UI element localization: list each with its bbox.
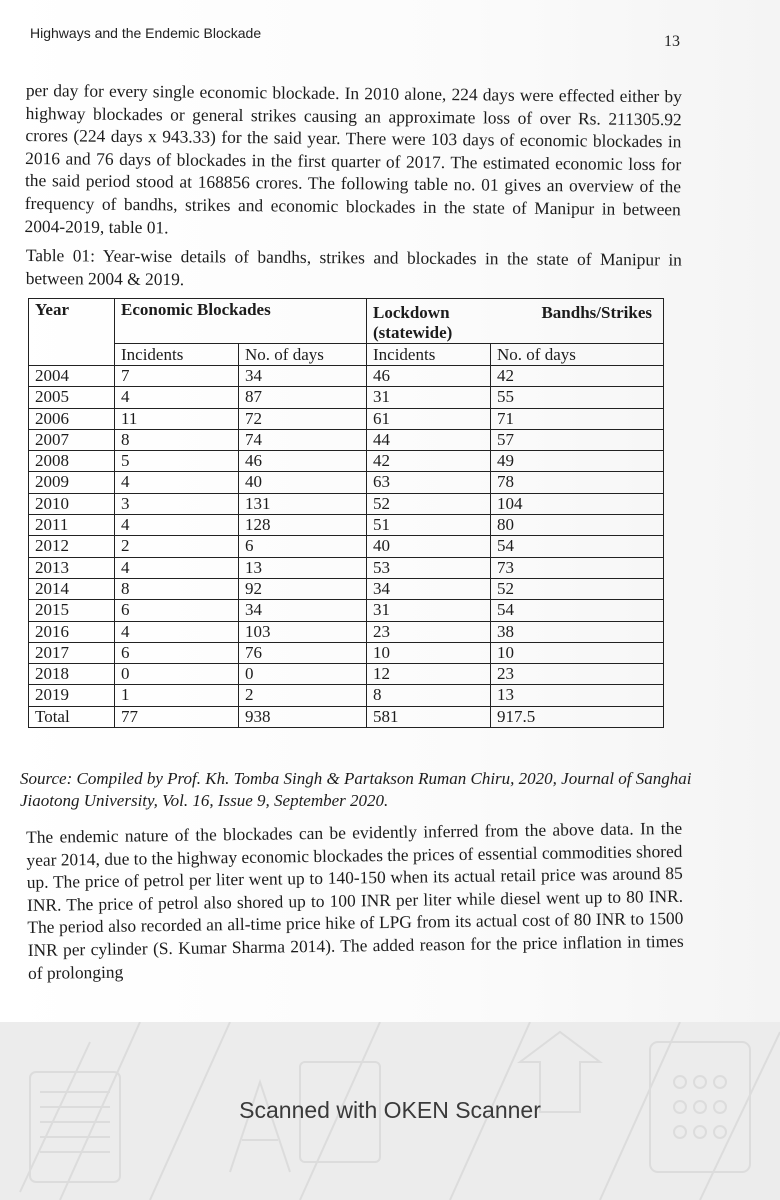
table-cell-lockdown: 581: [367, 706, 491, 727]
table-cell-eb-days: 76: [239, 642, 367, 663]
table-cell-year: 2011: [29, 515, 115, 536]
table-cell-year: 2012: [29, 536, 115, 557]
page-number: 13: [664, 33, 680, 50]
table-cell-eb-days: 0: [239, 664, 367, 685]
table-cell-eb-days: 131: [239, 493, 367, 514]
table-cell-lockdown: 31: [367, 387, 491, 408]
table-row: [29, 515, 664, 536]
table-cell-lockdown: 63: [367, 472, 491, 493]
table-cell-year: 2013: [29, 557, 115, 578]
header-lockdown-sub: (statewide): [373, 323, 453, 342]
table-cell-bandhs: 23: [491, 664, 664, 685]
table-body: [29, 366, 664, 728]
table-cell-eb-incidents: 0: [115, 664, 239, 685]
table-cell-bandhs: 54: [491, 600, 664, 621]
table-cell-eb-incidents: 8: [115, 429, 239, 450]
table-cell-eb-incidents: 7: [115, 366, 239, 387]
table-cell-lockdown: 31: [367, 600, 491, 621]
blockade-table: [28, 298, 664, 728]
table-cell-year: 2015: [29, 600, 115, 621]
table-cell-year: Total: [29, 706, 115, 727]
table-cell-year: 2005: [29, 387, 115, 408]
scanner-watermark-label: Scanned with OKEN Scanner: [239, 1097, 541, 1123]
header-lockdown-bandhs: [367, 299, 664, 344]
table-cell-lockdown: 46: [367, 366, 491, 387]
closing-paragraph: The endemic nature of the blockades can be evidently inferred from the above data. In the year 2014, due to the highway economic blockades the prices of essential commodities shored up. The price of petrol per liter went up to 140-150 when its actual retail price was around 85 INR. The price of petrol also shored up to 100 INR per liter while diesel went up to 80 INR. The period also recorded an all-time price hike of LPG from its actual cost of 80 INR to 1500 INR per cylinder (S. Kumar Sharma 2014). The added reason for the price inflation in times of prolonging: [26, 817, 684, 983]
table-cell-eb-incidents: 4: [115, 515, 239, 536]
table-row: [29, 664, 664, 685]
table-cell-lockdown: 40: [367, 536, 491, 557]
table-caption: Table 01: Year-wise details of bandhs, strikes and blockades in the state of Manipur in between 2004 & 2019.: [25, 244, 682, 289]
table-row: [29, 493, 664, 514]
table-cell-eb-incidents: 4: [115, 387, 239, 408]
table-cell-bandhs: 55: [491, 387, 664, 408]
table-row: [29, 685, 664, 706]
table-cell-bandhs: 71: [491, 408, 664, 429]
table-row: [29, 557, 664, 578]
table-row: [29, 578, 664, 599]
table-cell-lockdown: 61: [367, 408, 491, 429]
table-cell-eb-incidents: 8: [115, 578, 239, 599]
table-cell-lockdown: 42: [367, 451, 491, 472]
header-lockdown: Lockdown: [373, 303, 450, 322]
table-cell-eb-incidents: 2: [115, 536, 239, 557]
table-cell-bandhs: 104: [491, 493, 664, 514]
table-cell-lockdown: 52: [367, 493, 491, 514]
table-cell-bandhs: 54: [491, 536, 664, 557]
table-cell-year: 2017: [29, 642, 115, 663]
table-cell-eb-days: 34: [239, 600, 367, 621]
table-cell-eb-days: 87: [239, 387, 367, 408]
table-source-note: Source: Compiled by Prof. Kh. Tomba Singh & Partakson Ruman Chiru, 2020, Journal of Sanghai Jiaotong University, Vol. 16, Issue 9, September 2020.: [20, 769, 692, 810]
table-cell-year: 2009: [29, 472, 115, 493]
table-row: [29, 408, 664, 429]
subheader-incidents: Incidents: [115, 344, 239, 366]
table-cell-eb-days: 938: [239, 706, 367, 727]
table-cell-bandhs: 10: [491, 642, 664, 663]
table-cell-bandhs: 57: [491, 429, 664, 450]
table-cell-lockdown: 12: [367, 664, 491, 685]
table-cell-lockdown: 44: [367, 429, 491, 450]
table-cell-eb-incidents: 3: [115, 493, 239, 514]
table-cell-bandhs: 38: [491, 621, 664, 642]
table-cell-eb-days: 74: [239, 429, 367, 450]
table-cell-eb-incidents: 4: [115, 621, 239, 642]
table-cell-eb-incidents: 6: [115, 642, 239, 663]
table-cell-eb-days: 13: [239, 557, 367, 578]
table-row: [29, 366, 664, 387]
header-economic-blockades: Economic Blockades: [115, 299, 367, 344]
table-cell-bandhs: 52: [491, 578, 664, 599]
table-cell-bandhs: 42: [491, 366, 664, 387]
table-cell-lockdown: 51: [367, 515, 491, 536]
table-row: [29, 387, 664, 408]
table-cell-eb-days: 6: [239, 536, 367, 557]
table-cell-eb-days: 72: [239, 408, 367, 429]
table-cell-bandhs: 73: [491, 557, 664, 578]
table-cell-bandhs: 80: [491, 515, 664, 536]
table-cell-year: 2018: [29, 664, 115, 685]
table-cell-eb-incidents: 5: [115, 451, 239, 472]
table-cell-eb-days: 34: [239, 366, 367, 387]
table-row: [29, 600, 664, 621]
table-cell-bandhs: 78: [491, 472, 664, 493]
table-row: [29, 429, 664, 450]
table-cell-eb-days: 46: [239, 451, 367, 472]
table-cell-year: 2007: [29, 429, 115, 450]
table-row: [29, 621, 664, 642]
table-row: [29, 472, 664, 493]
table-cell-year: 2019: [29, 685, 115, 706]
table-cell-eb-incidents: 4: [115, 557, 239, 578]
table-cell-eb-incidents: 11: [115, 408, 239, 429]
table-row: [29, 536, 664, 557]
table-cell-year: 2004: [29, 366, 115, 387]
table-row: [29, 451, 664, 472]
table-cell-lockdown: 23: [367, 621, 491, 642]
table-cell-year: 2010: [29, 493, 115, 514]
table-cell-eb-days: 128: [239, 515, 367, 536]
table-cell-lockdown: 8: [367, 685, 491, 706]
table-cell-eb-incidents: 77: [115, 706, 239, 727]
header-year: Year: [29, 299, 115, 366]
table-cell-eb-incidents: 1: [115, 685, 239, 706]
table-cell-year: 2014: [29, 578, 115, 599]
subheader-bandh-days: No. of days: [491, 344, 664, 366]
table-cell-bandhs: 917.5: [491, 706, 664, 727]
table-cell-bandhs: 49: [491, 451, 664, 472]
table-cell-bandhs: 13: [491, 685, 664, 706]
table-cell-eb-incidents: 6: [115, 600, 239, 621]
header-bandhs-strikes: Bandhs/Strikes: [541, 303, 652, 322]
table-row: [29, 706, 664, 727]
subheader-lockdown-incidents: Incidents: [367, 344, 491, 366]
table-cell-eb-days: 40: [239, 472, 367, 493]
table-cell-eb-days: 103: [239, 621, 367, 642]
table-header-row: [29, 299, 664, 344]
table-cell-year: 2016: [29, 621, 115, 642]
table-cell-lockdown: 53: [367, 557, 491, 578]
blockade-table-wrapper: [28, 298, 664, 728]
table-subheader-row: [29, 344, 664, 366]
table-cell-eb-days: 92: [239, 578, 367, 599]
subheader-no-of-days: No. of days: [239, 344, 367, 366]
table-cell-year: 2008: [29, 451, 115, 472]
table-cell-eb-days: 2: [239, 685, 367, 706]
running-head-title: Highways and the Endemic Blockade: [30, 25, 262, 41]
table-cell-year: 2006: [29, 408, 115, 429]
intro-paragraph: per day for every single economic blockade. In 2010 alone, 224 days were effected either by highway blockades or general strikes causing an approximate loss of over Rs. 211305.92 crores (224 days x 943.33) for the said year. There were 103 days of economic blockades in 2016 and 76 days of blockades in the first quarter of 2017. The estimated economic loss for the said period stood at 168856 crores. The following table no. 01 gives an overview of the frequency of bandhs, strikes and economic blockades in the state of Manipur in between 2004-2019, table 01.: [24, 79, 682, 237]
table-cell-lockdown: 34: [367, 578, 491, 599]
table-cell-lockdown: 10: [367, 642, 491, 663]
table-cell-eb-incidents: 4: [115, 472, 239, 493]
table-row: [29, 642, 664, 663]
